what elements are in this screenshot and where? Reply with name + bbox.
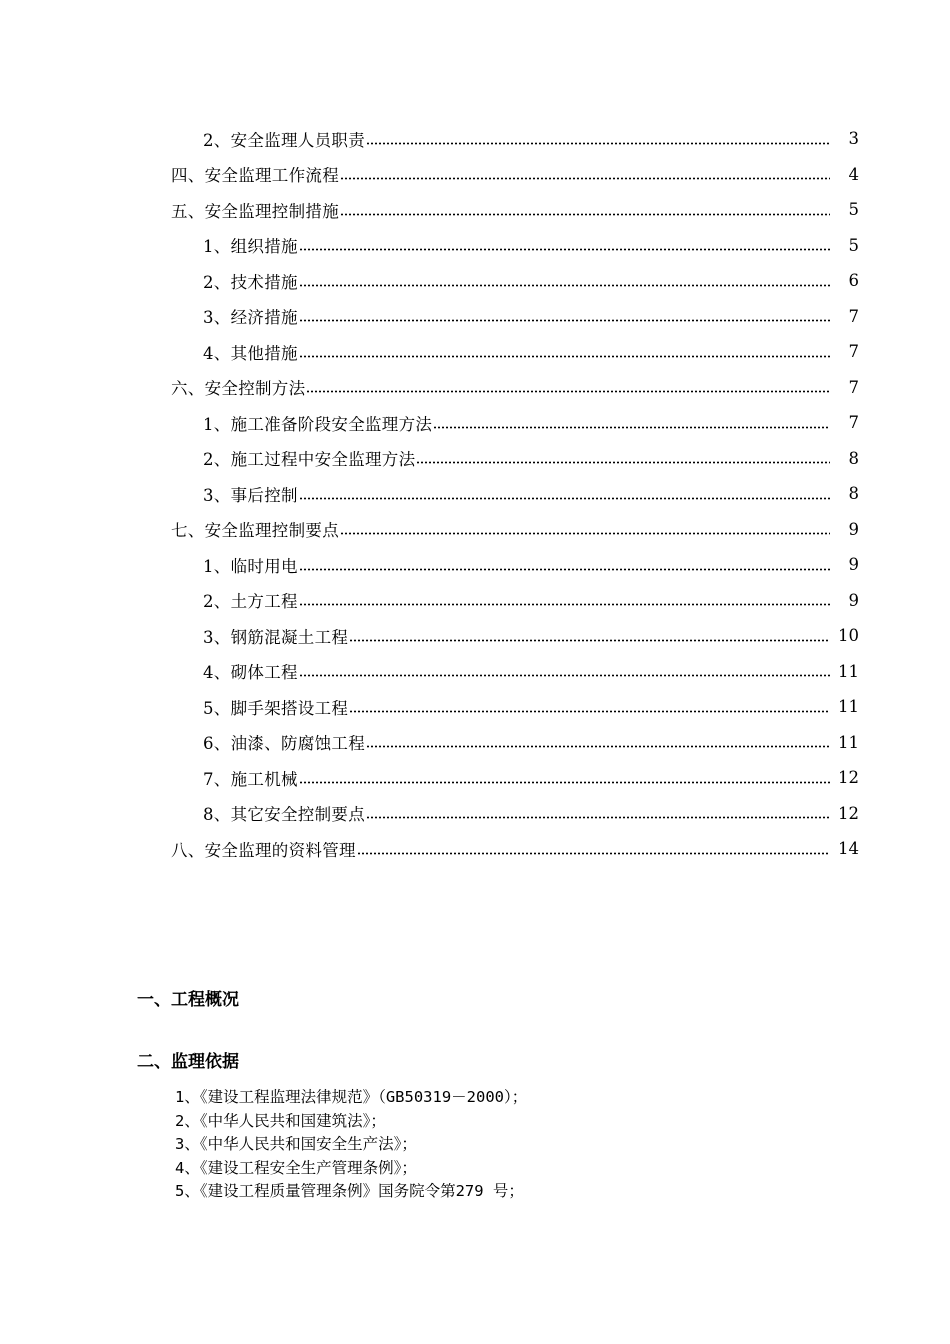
toc-page-number: 7 — [848, 413, 859, 433]
toc-entry-label: 4、其他措施 — [203, 343, 298, 363]
toc-entry[interactable] — [0, 583, 950, 619]
toc-entry-label: 2、土方工程 — [203, 592, 298, 612]
toc-page-number: 8 — [848, 448, 859, 468]
toc-dot-leader — [299, 273, 830, 290]
section-heading-overview: 一、工程概况 — [137, 990, 239, 1010]
toc-entry-label: 6、油漆、防腐蚀工程 — [203, 734, 365, 754]
toc-entry[interactable] — [0, 654, 950, 690]
toc-entry[interactable] — [0, 370, 950, 406]
toc-entry-label: 2、技术措施 — [203, 272, 298, 292]
toc-page-number: 5 — [848, 200, 859, 220]
table-of-contents — [0, 121, 950, 867]
toc-dot-leader — [299, 237, 830, 254]
toc-page-number: 9 — [848, 590, 859, 610]
toc-page-number: 9 — [848, 519, 859, 539]
toc-dot-leader — [366, 131, 830, 148]
section-heading-basis: 二、监理依据 — [137, 1052, 239, 1072]
toc-entry-label: 4、砌体工程 — [203, 663, 298, 683]
toc-page-number: 5 — [848, 235, 859, 255]
toc-dot-leader — [340, 521, 830, 538]
toc-page-number: 11 — [838, 661, 859, 681]
toc-entry[interactable] — [0, 228, 950, 264]
toc-entry-label: 8、其它安全控制要点 — [203, 805, 365, 825]
toc-dot-leader — [366, 805, 830, 822]
basis-item: 2、《中华人民共和国建筑法》； — [175, 1111, 386, 1130]
toc-page-number: 6 — [848, 271, 859, 291]
toc-entry[interactable] — [0, 476, 950, 512]
toc-page-number: 12 — [838, 768, 859, 788]
toc-entry-label: 1、组织措施 — [203, 237, 298, 257]
toc-entry-label: 1、施工准备阶段安全监理方法 — [203, 414, 433, 434]
toc-page-number: 11 — [838, 697, 859, 717]
toc-dot-leader — [349, 628, 830, 645]
toc-page-number: 7 — [848, 377, 859, 397]
toc-page-number: 7 — [848, 342, 859, 362]
toc-dot-leader — [433, 415, 830, 432]
toc-entry[interactable] — [0, 334, 950, 370]
toc-entry[interactable] — [0, 192, 950, 228]
toc-entry-label: 五、安全监理控制措施 — [171, 201, 339, 221]
toc-page-number: 3 — [848, 129, 859, 149]
toc-entry[interactable] — [0, 618, 950, 654]
toc-entry-label: 八、安全监理的资料管理 — [171, 840, 356, 860]
toc-dot-leader — [299, 557, 830, 574]
basis-item: 1、《建设工程监理法律规范》（GB50319－2000）； — [175, 1088, 528, 1106]
basis-item: 4、《建设工程安全生产管理条例》； — [175, 1158, 417, 1177]
toc-dot-leader — [340, 202, 830, 219]
toc-dot-leader — [366, 734, 830, 751]
toc-page-number: 10 — [838, 626, 859, 646]
toc-page-number: 7 — [848, 306, 859, 326]
toc-dot-leader — [299, 592, 830, 609]
toc-entry[interactable] — [0, 725, 950, 761]
toc-entry[interactable] — [0, 441, 950, 477]
toc-dot-leader — [299, 486, 830, 503]
toc-entry-label: 7、施工机械 — [203, 769, 298, 789]
toc-entry[interactable] — [0, 547, 950, 583]
toc-page-number: 11 — [838, 732, 859, 752]
toc-entry-label: 1、临时用电 — [203, 556, 298, 576]
toc-page-number: 14 — [838, 839, 859, 859]
basis-item: 3、《中华人民共和国安全生产法》； — [175, 1135, 417, 1153]
toc-entry[interactable] — [0, 263, 950, 299]
toc-entry-label: 四、安全监理工作流程 — [171, 166, 339, 186]
toc-dot-leader — [306, 379, 830, 396]
toc-page-number: 12 — [838, 803, 859, 823]
toc-dot-leader — [299, 663, 830, 680]
toc-dot-leader — [299, 308, 830, 325]
toc-dot-leader — [357, 841, 830, 858]
toc-dot-leader — [349, 699, 830, 716]
toc-entry[interactable] — [0, 796, 950, 832]
toc-entry-label: 5、脚手架搭设工程 — [203, 698, 349, 718]
toc-entry[interactable] — [0, 689, 950, 725]
toc-dot-leader — [340, 166, 830, 183]
toc-entry[interactable] — [0, 512, 950, 548]
toc-entry[interactable] — [0, 760, 950, 796]
basis-item: 5、《建设工程质量管理条例》国务院令第279 号； — [175, 1182, 524, 1200]
toc-dot-leader — [299, 770, 830, 787]
toc-dot-leader — [299, 344, 830, 361]
toc-entry-label: 3、钢筋混凝土工程 — [203, 627, 349, 647]
toc-entry-label: 2、安全监理人员职责 — [203, 130, 365, 150]
toc-page-number: 4 — [848, 164, 859, 184]
toc-entry-label: 3、经济措施 — [203, 308, 298, 328]
toc-page-number: 9 — [848, 555, 859, 575]
toc-entry-label: 六、安全控制方法 — [171, 379, 306, 399]
toc-dot-leader — [416, 450, 830, 467]
toc-entry-label: 七、安全监理控制要点 — [171, 521, 339, 541]
basis-list — [175, 1086, 527, 1204]
toc-entry[interactable] — [0, 299, 950, 335]
toc-page-number: 8 — [848, 484, 859, 504]
toc-entry[interactable] — [0, 405, 950, 441]
toc-entry[interactable] — [0, 157, 950, 193]
toc-entry-label: 3、事后控制 — [203, 485, 298, 505]
toc-entry-label: 2、施工过程中安全监理方法 — [203, 450, 416, 470]
toc-entry[interactable] — [0, 831, 950, 867]
toc-entry[interactable] — [0, 121, 950, 157]
